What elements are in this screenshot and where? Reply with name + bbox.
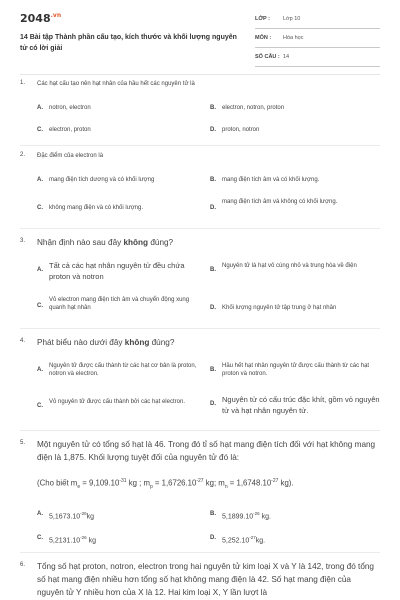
meta-label: SỐ CÂU :	[255, 54, 280, 60]
option-label: B.	[210, 267, 216, 273]
option-exp: -26	[80, 535, 87, 540]
option-label: D.	[210, 535, 216, 541]
option-text: Vỏ nguyên tử được cấu thành bởi các hạt electron.	[49, 399, 185, 405]
formula-sup: -31	[119, 478, 127, 484]
meta-value: 14	[283, 54, 290, 60]
option-unit: kg.	[259, 513, 271, 521]
meta-box	[255, 14, 380, 71]
site-logo[interactable]	[20, 12, 61, 25]
meta-label: LỚP :	[255, 16, 270, 22]
option-label: C.	[37, 535, 43, 541]
option-text: proton, notron	[222, 127, 260, 133]
option-label: A.	[37, 177, 43, 183]
question-2	[20, 152, 380, 222]
question-number: 1.	[20, 80, 26, 86]
meta-value: Lớp 10	[283, 16, 301, 22]
option-exp: -26	[80, 511, 87, 516]
option-label: B.	[210, 105, 216, 111]
question-text	[37, 336, 380, 349]
option-unit: kg	[86, 537, 97, 545]
formula-sub: p	[149, 484, 153, 491]
formula-sup: -27	[196, 478, 204, 484]
question-text: Đặc điểm của electron là	[37, 153, 104, 159]
option-text: notron, electron	[49, 105, 91, 111]
option-value: 5,252.10	[222, 537, 250, 545]
option-text	[49, 510, 94, 521]
question-4	[20, 336, 380, 428]
document-title: 14 Bài tập Thành phần cấu tạo, kích thước và khối lượng nguyên tử có lời giải	[20, 34, 237, 52]
option-label: D.	[210, 305, 216, 311]
option-label: A.	[37, 105, 43, 111]
header	[0, 0, 400, 70]
option-label: C.	[37, 205, 43, 211]
option-value: 5,1899.10	[222, 513, 254, 521]
question-separator	[20, 552, 380, 553]
option-text: Nguyên tử được cấu thành từ các hạt cơ bản là proton, notron và electron.	[49, 363, 197, 377]
question-text-part: Nhận định nào sau đây	[37, 238, 124, 247]
question-text-emphasis: không	[124, 338, 150, 347]
question-separator	[20, 145, 380, 146]
option-text: Nguyên tử có cấu trúc đặc khít, gồm vỏ nguyên tử và hạt nhân nguyên tử.	[222, 395, 380, 415]
question-separator	[20, 228, 380, 229]
question-number: 6.	[20, 562, 26, 568]
formula-sub: n	[224, 484, 228, 491]
option-text: mang điện tích âm và không có khối lượng.	[222, 199, 338, 205]
meta-row-subject	[255, 33, 380, 48]
option-label: D.	[210, 205, 216, 211]
question-text-part: đúng?	[148, 238, 174, 247]
meta-label: MÔN :	[255, 35, 272, 41]
option-value: 5,2131.10	[49, 537, 81, 545]
question-3	[20, 236, 380, 328]
option-label: A.	[37, 267, 43, 273]
formula-sup: -27	[271, 478, 279, 484]
option-text	[222, 510, 271, 521]
formula-part: kg; m	[203, 478, 225, 488]
option-exp: -27	[249, 535, 256, 540]
formula-part: = 9,109.10	[80, 478, 120, 488]
question-number: 2.	[20, 152, 26, 158]
question-text: Các hạt cấu tạo nên hạt nhân của hầu hết các nguyên tử là	[37, 81, 195, 87]
option-label: C.	[37, 403, 43, 409]
option-text: electron, proton	[49, 127, 91, 133]
option-text	[222, 534, 265, 545]
question-number: 5.	[20, 440, 26, 446]
question-text-part: Phát biểu nào dưới đây	[37, 338, 125, 347]
formula-part: (Cho biết m	[37, 478, 78, 488]
question-number: 4.	[20, 338, 26, 344]
option-label: C.	[37, 127, 43, 133]
formula-sub: e	[77, 484, 81, 491]
meta-row-class	[255, 14, 380, 29]
option-text: Hầu hết hạt nhân nguyên tử được cấu thành từ các hạt proton và notron.	[222, 363, 370, 377]
option-text: Tất cả các hạt nhân nguyên tử đều chứa proton và notron	[49, 261, 185, 281]
question-formula	[37, 478, 294, 490]
question-separator	[20, 328, 380, 329]
question-text	[37, 236, 380, 249]
formula-part: kg).	[278, 478, 294, 488]
formula-part: kg ; m	[126, 478, 150, 488]
question-text: Tổng số hạt proton, notron, electron trong hai nguyên tử kim loại X và Y là 142, trong đó tổng số hạt mang điện nhiều hơn tổng số hạt không mang điện là 42. Số hạt mang điện của nguyên tử Y nhiều hơn của X là 12. Hai kim loại X, Y lần lượt là	[37, 562, 374, 597]
option-text: không mang điện và có khối lượng.	[49, 205, 144, 211]
option-text: mang điện tích dương và có khối lượng	[49, 177, 155, 183]
option-label: B.	[210, 367, 216, 373]
option-unit: kg	[86, 513, 95, 521]
logo-text: 2048	[20, 12, 51, 25]
question-6	[20, 560, 380, 600]
meta-row-count	[255, 52, 380, 67]
option-label: A.	[37, 367, 43, 373]
option-label: A.	[37, 511, 43, 517]
option-unit: kg.	[255, 537, 266, 545]
option-text: Nguyên tử là hạt vô cùng nhỏ và trung hòa về điện	[222, 263, 357, 269]
option-text	[49, 534, 96, 545]
header-divider	[20, 74, 380, 75]
question-1	[20, 80, 380, 142]
logo-suffix: .vn	[50, 12, 62, 19]
option-text: Khối lượng nguyên tử tập trung ở hạt nhân	[222, 305, 337, 311]
formula-part: = 1,6748.10	[227, 478, 272, 488]
question-text-part: đúng?	[149, 338, 175, 347]
option-exp: -26	[253, 511, 260, 516]
formula-part: = 1,6726.10	[152, 478, 197, 488]
meta-value: Hóa học	[283, 35, 304, 41]
option-value: 5,1673.10	[49, 513, 81, 521]
option-text: Vỏ electron mang điện tích âm và chuyển động xung quanh hạt nhân	[49, 297, 190, 311]
question-5	[20, 438, 380, 550]
question-separator	[20, 430, 380, 431]
option-label: D.	[210, 401, 216, 407]
option-label: C.	[37, 303, 43, 309]
option-text: mang điện tích âm và có khối lượng.	[222, 177, 320, 183]
question-text-emphasis: không	[123, 238, 149, 247]
option-label: B.	[210, 511, 216, 517]
question-number: 3.	[20, 238, 26, 244]
option-label: B.	[210, 177, 216, 183]
option-text: electron, notron, proton	[222, 105, 285, 111]
option-label: D.	[210, 127, 216, 133]
question-text: Một nguyên tử có tổng số hạt là 46. Trong đó tỉ số hạt mang điện tích đối với hạt không mang điện là 1,875. Khối lượng tuyệt đối của nguyên tử đó là:	[37, 440, 376, 462]
